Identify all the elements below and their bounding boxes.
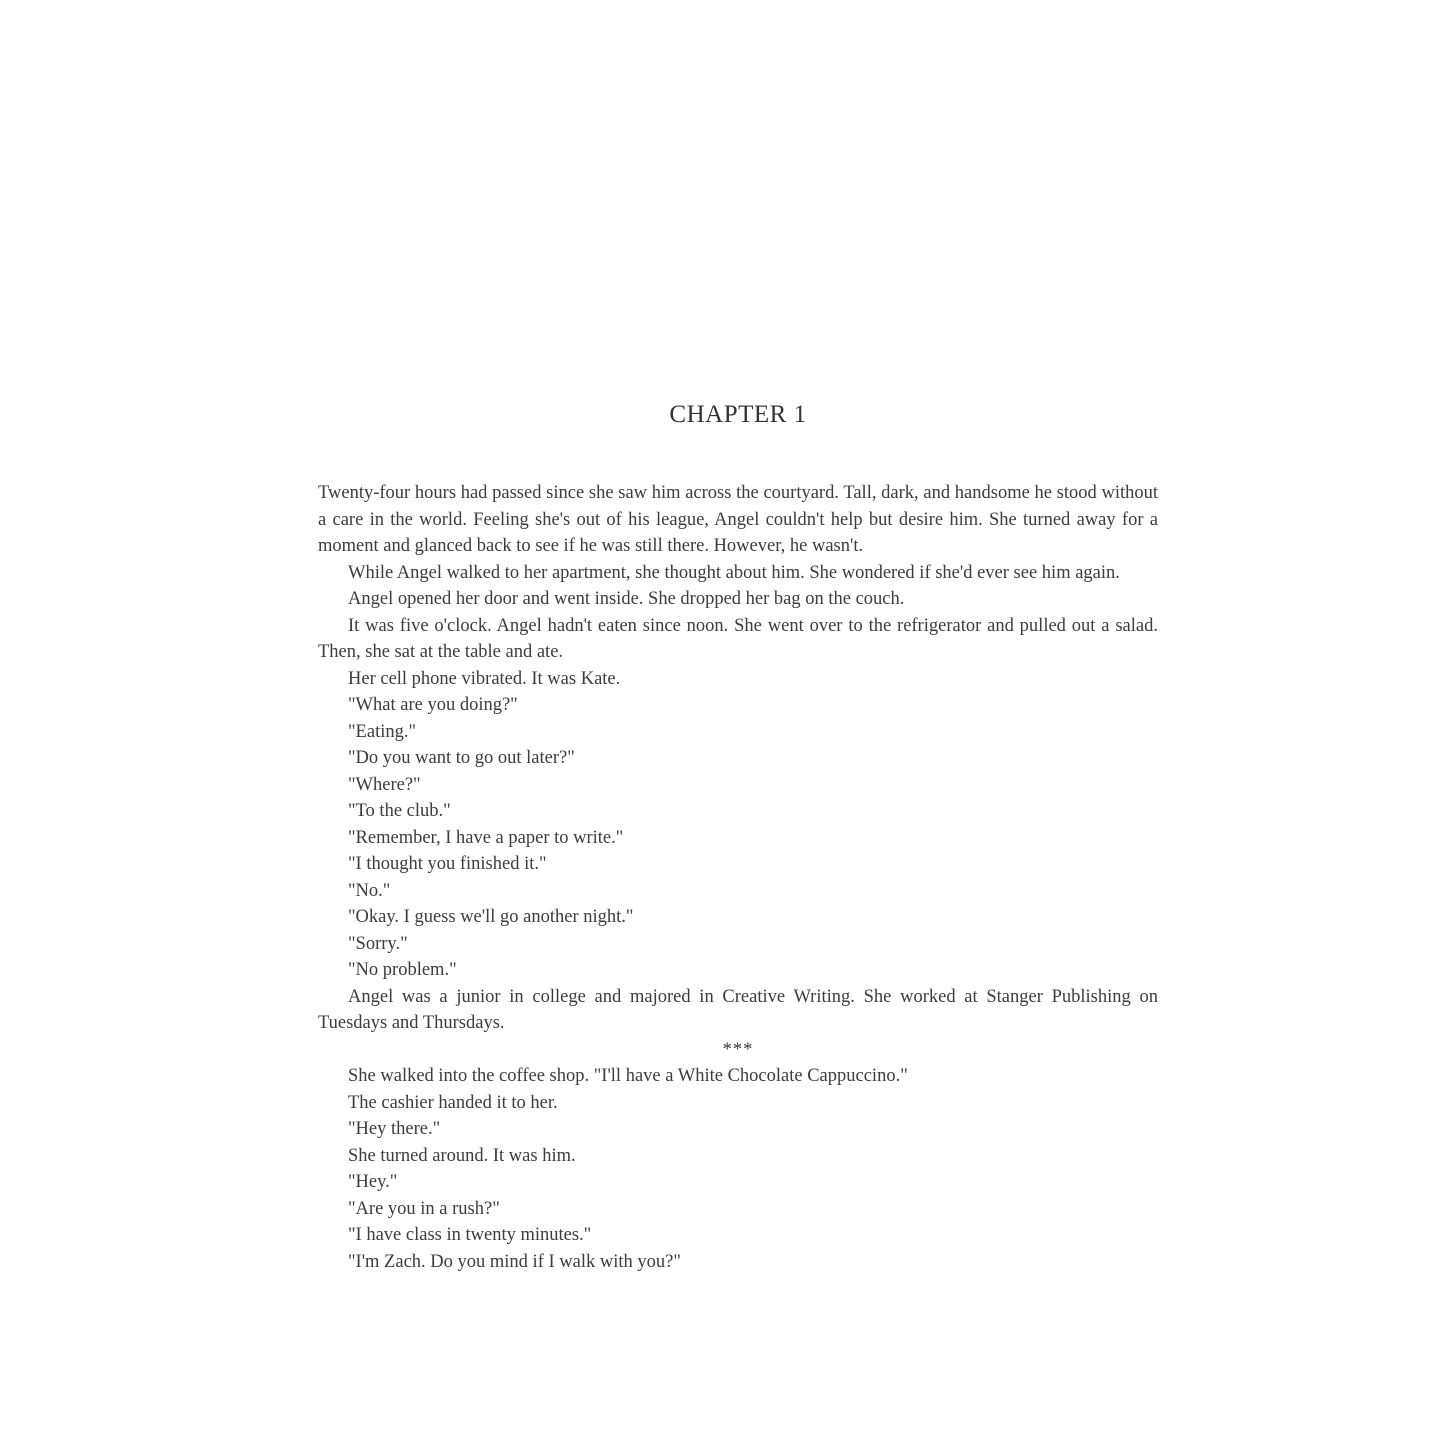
paragraph: "Hey."	[348, 1172, 398, 1192]
paragraph: Her cell phone vibrated. It was Kate.	[348, 668, 621, 689]
chapter-heading: CHAPTER 1	[669, 401, 807, 428]
paragraph: "What are you doing?"	[348, 695, 518, 715]
paragraph: It was five o'clock. Angel hadn't eaten since noon. She went over to the refrigerator and pulled out a salad. Then, she sat at the table and ate.	[318, 615, 1158, 662]
paragraph: While Angel walked to her apartment, she thought about him. She wondered if she'd ever see him again.	[348, 562, 1120, 583]
paragraph: "Eating."	[348, 721, 417, 742]
paragraph: "Sorry."	[348, 933, 408, 954]
paragraph: "Remember, I have a paper to write."	[348, 827, 624, 848]
paragraph: "I have class in twenty minutes."	[348, 1225, 592, 1245]
paragraph: Angel opened her door and went inside. She dropped her bag on the couch.	[348, 589, 905, 609]
paragraph: Angel was a junior in college and majored in Creative Writing. She worked at Stanger Publishing on Tuesdays and Thursdays.	[318, 986, 1158, 1033]
paragraph: "Do you want to go out later?"	[348, 748, 575, 768]
paragraph: Twenty-four hours had passed since she saw him across the courtyard. Tall, dark, and handsome he stood without a care in the world. Feeling she's out of his league, Angel couldn't help but desire him. She turned away for a moment and glanced back to see if he was still there. However, he wasn't.	[318, 483, 1158, 556]
paragraph: She walked into the coffee shop. "I'll have a White Chocolate Cappuccino."	[348, 1066, 908, 1086]
paragraph: "Hey there."	[348, 1119, 441, 1139]
scene-break: ***	[722, 1039, 754, 1060]
text-block	[318, 398, 1158, 1275]
paragraph: "I thought you finished it."	[348, 854, 547, 874]
paragraph: "To the club."	[348, 801, 451, 821]
page-body	[318, 480, 1158, 1275]
paragraph: "Where?"	[348, 774, 421, 795]
paragraph: The cashier handed it to her.	[348, 1092, 558, 1113]
paragraph: "No problem."	[348, 960, 457, 980]
paragraph: She turned around. It was him.	[348, 1145, 576, 1166]
paragraph: "No."	[348, 880, 391, 901]
paragraph: "Are you in a rush?"	[348, 1198, 500, 1219]
paragraph: "Okay. I guess we'll go another night."	[348, 907, 634, 927]
paragraph: "I'm Zach. Do you mind if I walk with you?"	[348, 1251, 681, 1272]
